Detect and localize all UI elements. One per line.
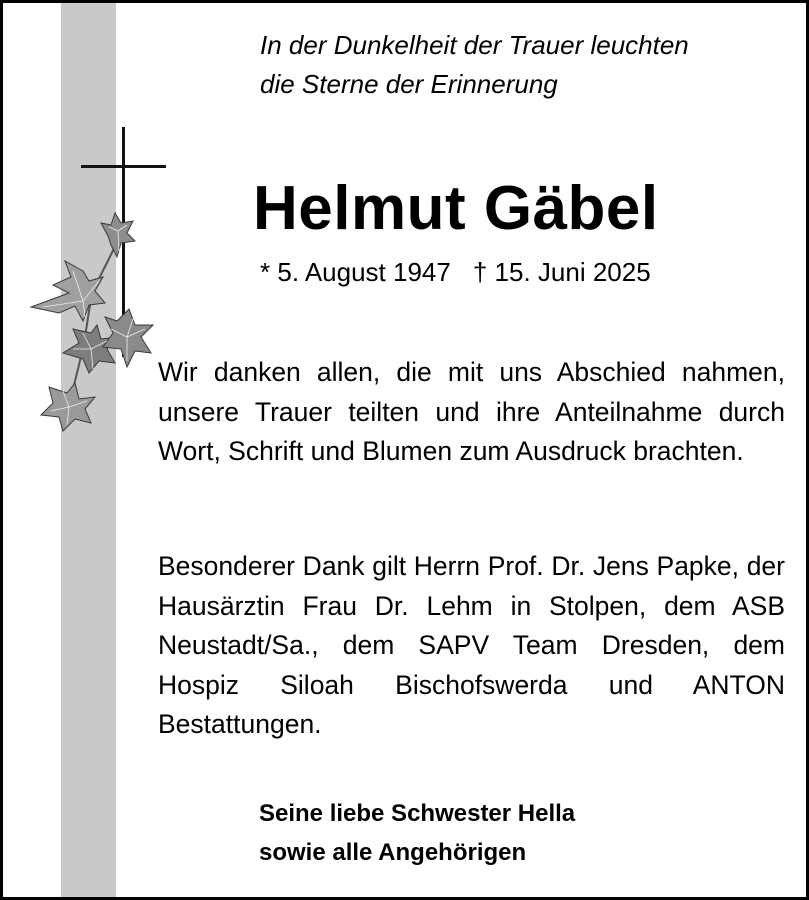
signature-line-2: sowie alle Angehörigen: [259, 839, 527, 866]
special-thanks-paragraph: Besonderer Dank gilt Herrn Prof. Dr. Jens Papke, der Hausärztin Frau Dr. Lehm in Stolpen, dem ASB Neustadt/Sa., dem SAPV Team Dresden, dem Hospiz Siloah Bischofswerda und ANTON Bestattungen.: [158, 551, 785, 739]
death-symbol: †: [472, 257, 488, 287]
signature-line-1: Seine liebe Schwester Hella: [259, 800, 576, 827]
quote-line-2: die Sterne der Erinnerung: [260, 69, 558, 99]
birth-date: 5. August 1947: [277, 257, 451, 287]
cross-ivy-decoration: [23, 121, 173, 441]
death-date: 15. Juni 2025: [494, 257, 651, 287]
deceased-name: Helmut Gäbel: [253, 174, 659, 243]
thanks-paragraph: Wir danken allen, die mit uns Abschied nahmen, unsere Trauer teilten und ihre Anteilnahme durch Wort, Schrift und Blumen zum Ausdruck brachten.: [158, 357, 785, 466]
quote-line-1: In der Dunkelheit der Trauer leuchten: [260, 30, 689, 60]
birth-symbol: *: [260, 257, 271, 287]
life-dates: [260, 257, 651, 288]
ivy-icon: [31, 213, 153, 431]
